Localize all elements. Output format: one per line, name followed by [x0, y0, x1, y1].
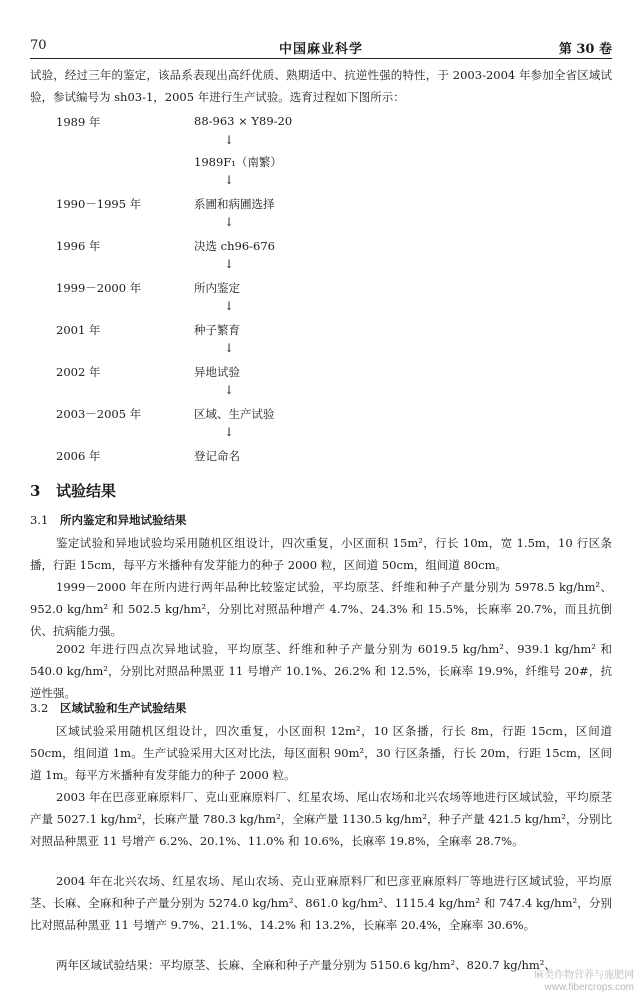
header-rule [30, 58, 612, 59]
breeding-flowchart [56, 108, 356, 468]
intro-paragraph: 试验，经过三年的鉴定，该品系表现出高纤优质、熟期适中、抗逆性强的特性，于 2003-2004 年参加全省区域试验，参试编号为 sh03-1，2005 年进行生产试验。选育过程如下图所示： [30, 68, 612, 104]
down-arrow-icon: ↓ [224, 215, 235, 229]
down-arrow-icon: ↓ [224, 341, 235, 355]
section-heading [30, 480, 116, 501]
down-arrow-icon: ↓ [224, 173, 235, 187]
page-header [30, 38, 612, 58]
section-title: 试验结果 [56, 482, 117, 500]
flow-step: 所内鉴定 [194, 281, 240, 295]
flow-year: 1990－1995 年 [56, 197, 142, 211]
paragraph: 2004 年在北兴农场、红星农场、尾山农场、克山亚麻原料厂和巴彦亚麻原料厂等地进行区域试验，平均原茎、长麻、全麻和种子产量分别为 5274.0 kg/hm²、861.0 kg/hm²、1115.4 kg/hm² 和 747.4 kg/hm²，分别比对照品种黑亚 11 号增产 9.7%、21.1%、14.2% 和 13.2%，长麻率 20.4%，全麻率 30.6%。 [30, 874, 612, 932]
journal-title: 中国麻业科学 [278, 42, 363, 57]
down-arrow-icon: ↓ [224, 257, 235, 271]
page-number: 70 [30, 38, 47, 53]
flow-year: 2002 年 [56, 365, 101, 379]
down-arrow-icon: ↓ [224, 133, 235, 147]
flow-year: 1989 年 [56, 115, 101, 129]
watermark-line: www.fibercrops.com [544, 982, 634, 993]
subsection-number: 3.1 [30, 513, 49, 527]
subsection-title: 所内鉴定和异地试验结果 [60, 513, 187, 527]
flow-step: 区域、生产试验 [194, 407, 275, 421]
paragraph: 1999－2000 年在所内进行两年品种比较鉴定试验，平均原茎、纤维和种子产量分别为 5978.5 kg/hm²、952.0 kg/hm² 和 502.5 kg/hm²，分别比对照品种增产 4.7%、24.3% 和 15.5%，长麻率 20.7%，而且抗倒伏、抗病能力强。 [30, 580, 612, 638]
subsection-title: 区域试验和生产试验结果 [60, 701, 187, 715]
paragraph: 区域试验采用随机区组设计，四次重复，小区面积 12m²，10 区条播，行长 8m，行距 15cm，区间道 50cm，组间道 1m。生产试验采用大区对比法，每区面积 90m²，30 行区条播，行长 20m，行距 15cm，区间道 1m。每平方米播种有发芽能力的种子 2000 粒。 [30, 724, 612, 782]
flow-step: 1989F₁（南繁） [194, 155, 282, 169]
down-arrow-icon: ↓ [224, 425, 235, 439]
paragraph: 2002 年进行四点次异地试验，平均原茎、纤维和种子产量分别为 6019.5 kg/hm²、939.1 kg/hm² 和 540.0 kg/hm²，分别比对照品种黑亚 11 号增产 10.1%、26.2% 和 12.5%，长麻率 19.9%，纤维号 20#，抗逆性强。 [30, 642, 612, 700]
flow-step: 88-963 × Y89-20 [194, 114, 293, 128]
flow-step: 登记命名 [194, 449, 240, 463]
flow-year: 2001 年 [56, 323, 101, 337]
flow-year: 2006 年 [56, 449, 101, 463]
volume-label: 第 30 卷 [558, 42, 612, 57]
flow-step: 决选 ch96-676 [194, 239, 275, 253]
watermark [534, 970, 634, 994]
subsection-heading [30, 512, 187, 528]
down-arrow-icon: ↓ [224, 299, 235, 313]
flow-step: 系圃和病圃选择 [194, 197, 275, 211]
flow-step: 异地试验 [194, 365, 240, 379]
flow-year: 1999－2000 年 [56, 281, 142, 295]
paragraph: 鉴定试验和异地试验均采用随机区组设计，四次重复，小区面积 15m²，行长 10m，宽 1.5m，10 行区条播，行距 15cm，每平方米播种有发芽能力的种子 2000 粒，区间道 50cm，组间道 80cm。 [30, 536, 612, 572]
paragraph: 两年区域试验结果：平均原茎、长麻、全麻和种子产量分别为 5150.6 kg/hm²、820.7 kg/hm²、 [56, 958, 556, 972]
flow-year: 1996 年 [56, 239, 101, 253]
down-arrow-icon: ↓ [224, 383, 235, 397]
paragraph: 2003 年在巴彦亚麻原料厂、克山亚麻原料厂、红星农场、尾山农场和北兴农场等地进行区域试验，平均原茎产量 5027.1 kg/hm²，长麻产量 780.3 kg/hm²，全麻产量 1130.5 kg/hm²，种子产量 421.5 kg/hm²，分别比对照品种黑亚 11 号增产 6.2%、20.1%、11.0% 和 10.6%，长麻率 19.8%，全麻率 28.7%。 [30, 790, 612, 848]
subsection-heading [30, 700, 187, 716]
flow-year: 2003－2005 年 [56, 407, 142, 421]
watermark-line: 麻类作物营养与施肥网 [534, 970, 634, 981]
section-number: 3 [30, 482, 41, 500]
flow-step: 种子繁育 [194, 323, 240, 337]
subsection-number: 3.2 [30, 701, 49, 715]
